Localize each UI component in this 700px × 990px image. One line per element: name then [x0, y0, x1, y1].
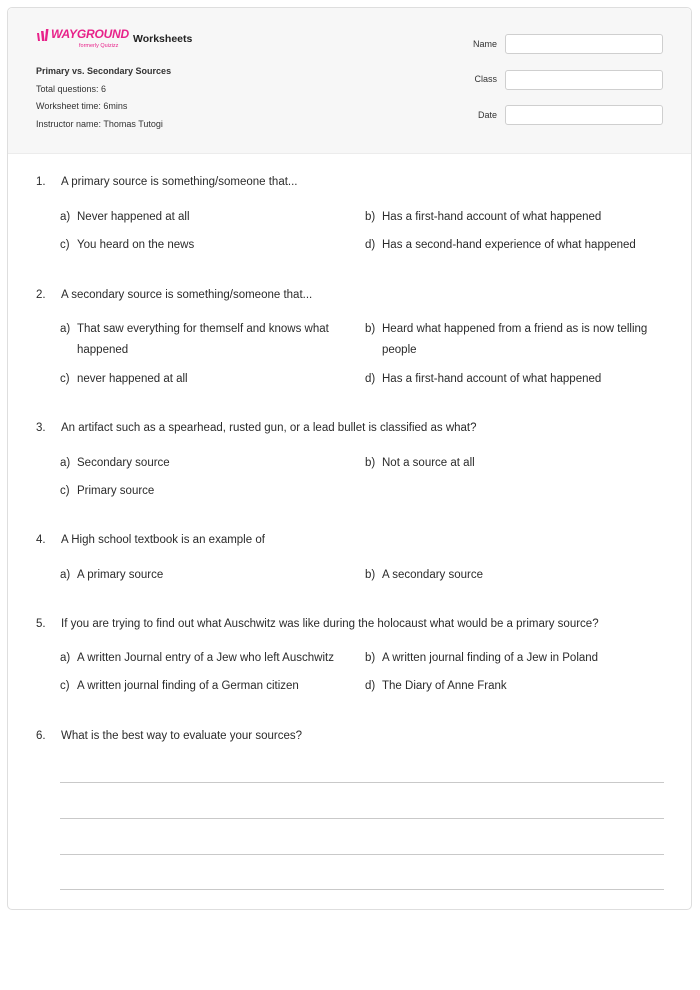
option-text: never happened at all [77, 373, 188, 385]
question-number: 3. [36, 422, 46, 434]
option-text: The Diary of Anne Frank [382, 680, 507, 692]
option-letter: a) [60, 569, 71, 581]
option-letter: b) [365, 569, 376, 581]
wayground-mark-icon [36, 29, 51, 42]
option-letter: d) [365, 373, 376, 385]
section-title: Worksheets [133, 33, 193, 45]
question-text: What is the best way to evaluate your sources? [61, 730, 302, 742]
option-text: You heard on the news [77, 239, 195, 251]
logo-wordmark: WAYGROUND [51, 27, 129, 41]
option-letter: a) [60, 323, 71, 335]
option-letter: c) [60, 485, 70, 497]
option-text: A primary source [77, 569, 164, 581]
option-text: Not a source at all [382, 457, 475, 469]
option-letter: c) [60, 239, 70, 251]
total-questions: Total questions: 6 [36, 84, 107, 94]
date-field[interactable] [505, 105, 663, 125]
question-number: 2. [36, 289, 46, 301]
question-text: A secondary source is something/someone that... [61, 289, 313, 301]
class-field[interactable] [505, 70, 663, 90]
option-letter: d) [365, 680, 376, 692]
question-text: A primary source is something/someone that... [61, 176, 298, 188]
option-letter: d) [365, 239, 376, 251]
worksheet-header [8, 8, 691, 154]
option-2b[interactable] [365, 319, 665, 363]
option-letter: a) [60, 457, 71, 469]
question-number: 1. [36, 176, 46, 188]
question-text: A High school textbook is an example of [61, 534, 265, 546]
option-letter: a) [60, 211, 71, 223]
instructor-name: Instructor name: Thomas Tutogi [36, 119, 163, 129]
option-letter: c) [60, 373, 70, 385]
question-number: 5. [36, 618, 46, 630]
question-number: 4. [36, 534, 46, 546]
option-text: That saw everything for themself and knows what happened [77, 323, 329, 356]
option-text: Primary source [77, 485, 155, 497]
option-text: A written journal finding of a German citizen [77, 680, 299, 692]
option-text: Heard what happened from a friend as is now telling people [382, 323, 648, 356]
name-field[interactable] [505, 34, 663, 54]
option-text: A secondary source [382, 569, 484, 581]
class-label: Class [474, 74, 497, 84]
option-text: A written Journal entry of a Jew who left Auschwitz [77, 652, 334, 664]
worksheet-page [7, 7, 692, 910]
worksheet-time: Worksheet time: 6mins [36, 101, 128, 111]
answer-line[interactable] [60, 889, 664, 890]
option-text: Has a second-hand experience of what happened [382, 239, 636, 251]
option-text: A written journal finding of a Jew in Poland [382, 652, 599, 664]
question-text: An artifact such as a spearhead, rusted gun, or a lead bullet is classified as what? [61, 422, 477, 434]
date-label: Date [477, 110, 497, 120]
answer-line[interactable] [60, 782, 664, 783]
option-letter: c) [60, 680, 70, 692]
name-label: Name [472, 39, 497, 49]
option-letter: b) [365, 457, 376, 469]
option-letter: b) [365, 652, 376, 664]
option-text: Has a first-hand account of what happened [382, 211, 602, 223]
answer-line[interactable] [60, 818, 664, 819]
logo-subtext: formerly Quizizz [79, 43, 119, 49]
answer-line[interactable] [60, 854, 664, 855]
option-letter: b) [365, 323, 376, 335]
option-letter: b) [365, 211, 376, 223]
option-text: Has a first-hand account of what happened [382, 373, 602, 385]
option-letter: a) [60, 652, 71, 664]
worksheet-title: Primary vs. Secondary Sources [36, 66, 172, 76]
option-text: Never happened at all [77, 211, 190, 223]
question-text: If you are trying to find out what Auschwitz was like during the holocaust what would be a primary source? [61, 618, 599, 630]
question-number: 6. [36, 730, 46, 742]
option-text: Secondary source [77, 457, 170, 469]
option-2a[interactable] [60, 319, 350, 363]
